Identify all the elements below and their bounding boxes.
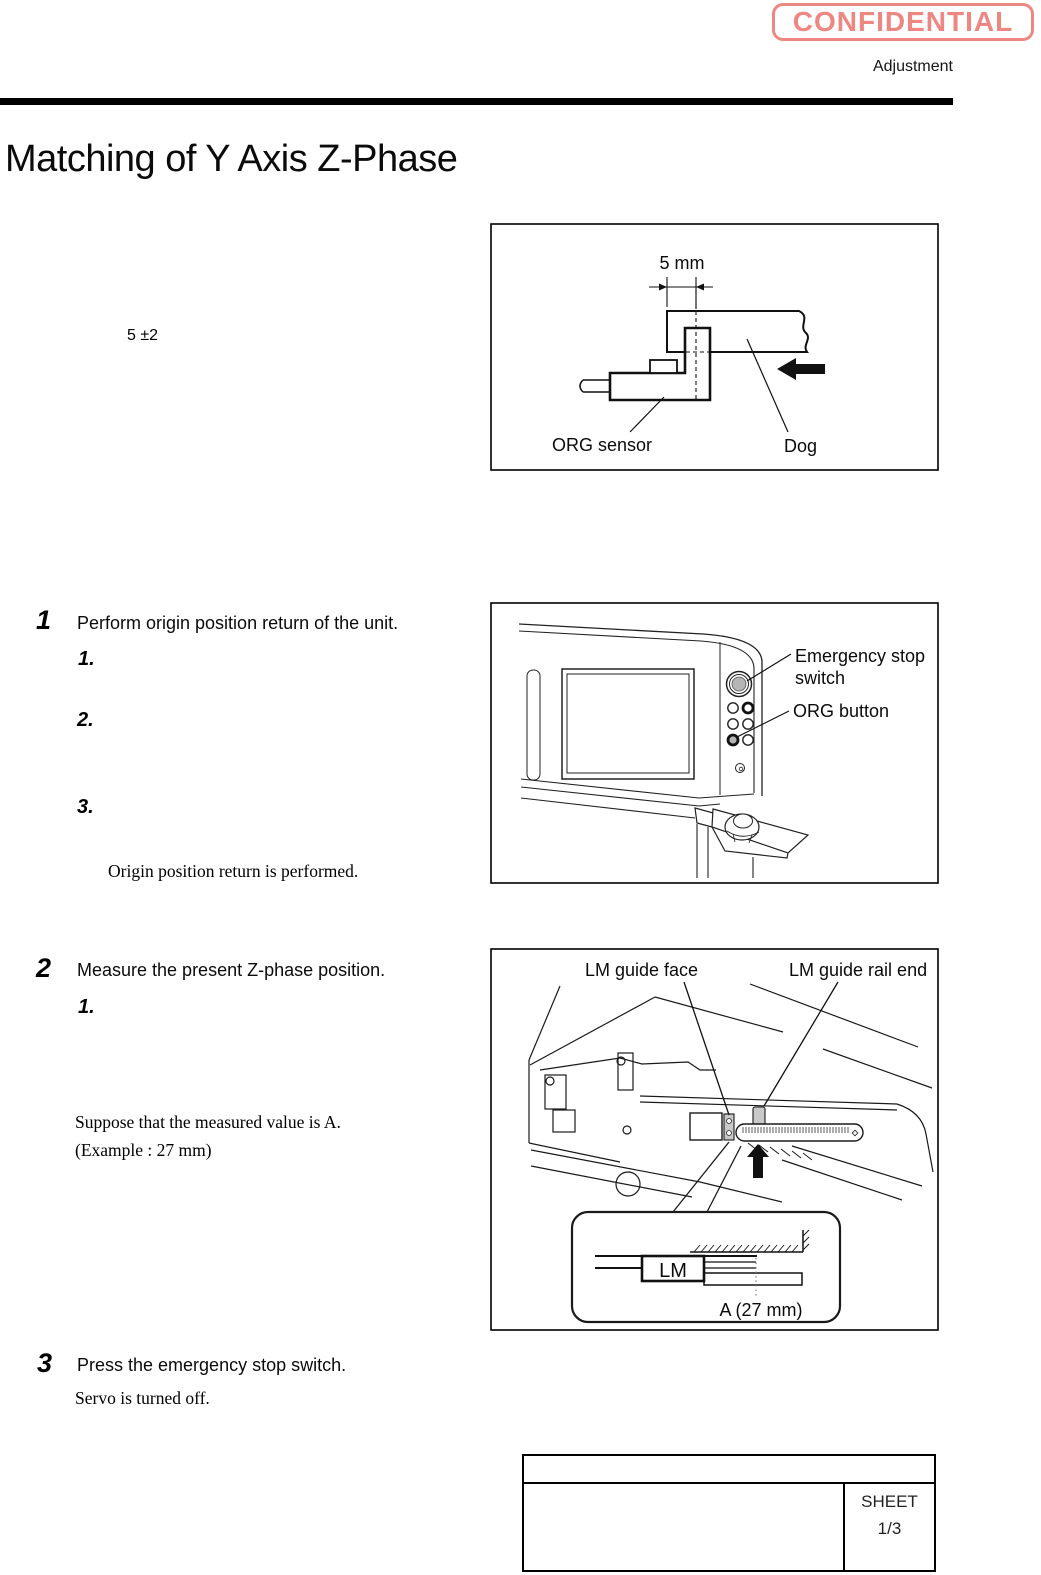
- step3-number: 3: [37, 1348, 53, 1378]
- sheet-table-top-row: [524, 1456, 934, 1484]
- step2-number: 2: [36, 953, 52, 983]
- confidential-stamp-label: CONFIDENTIAL: [792, 6, 1014, 37]
- step1-sub2: 2.: [77, 709, 94, 731]
- step2-text: Measure the present Z-phase position.: [77, 960, 386, 980]
- section-label: Adjustment: [872, 58, 953, 75]
- lm-carriage-block: [690, 1113, 722, 1140]
- step1-sub1: 1.: [78, 648, 95, 670]
- step1-sub3: 3.: [77, 796, 94, 818]
- sheet-label: SHEET: [861, 1492, 918, 1511]
- scale-ruler: [736, 1124, 863, 1141]
- figure-lm-guide: [490, 948, 940, 1331]
- emergency-stop-switch: [727, 672, 752, 697]
- step2-note2: (Example : 27 mm): [75, 1140, 212, 1160]
- org-sensor-label: ORG sensor: [552, 435, 653, 455]
- figure-org-sensor: [490, 223, 940, 472]
- org-button-label: ORG button: [793, 701, 890, 721]
- step2-sub1: 1.: [78, 996, 95, 1018]
- emergency-stop-label-line1: Emergency stop: [795, 646, 926, 666]
- measurement-callout: [572, 1212, 840, 1322]
- step3-note: Servo is turned off.: [75, 1388, 210, 1408]
- sheet-table: [522, 1454, 936, 1572]
- dim-label: 5 mm: [659, 253, 705, 273]
- panel-screen: [562, 669, 694, 779]
- org-button: [728, 735, 738, 745]
- emergency-stop-label-line2: switch: [795, 668, 846, 688]
- org-sensor-bump: [650, 360, 677, 373]
- step1-note: Origin position return is performed.: [108, 861, 359, 881]
- lm-block-label: LM: [659, 1260, 687, 1282]
- confidential-stamp: [772, 3, 1034, 41]
- lm-guide-face-part: [724, 1114, 734, 1140]
- page-title: Matching of Y Axis Z-Phase: [5, 138, 458, 180]
- figure2-border: [491, 603, 938, 883]
- step2-note1: Suppose that the measured value is A.: [75, 1112, 341, 1132]
- lm-guide-rail-end-label: LM guide rail end: [789, 960, 928, 980]
- figure-control-panel: [490, 602, 940, 884]
- header-rule: [0, 98, 953, 105]
- sheet-value: 1/3: [877, 1519, 902, 1538]
- step1-text: Perform origin position return of the unit.: [77, 613, 399, 633]
- measure-value-label: A (27 mm): [719, 1300, 803, 1320]
- dog-label: Dog: [784, 436, 818, 456]
- sheet-cell: [843, 1484, 934, 1570]
- step3-text: Press the emergency stop switch.: [77, 1355, 347, 1375]
- lm-guide-face-label: LM guide face: [585, 960, 699, 980]
- spec-note: 5 ±2: [127, 327, 159, 344]
- step1-number: 1: [36, 605, 52, 635]
